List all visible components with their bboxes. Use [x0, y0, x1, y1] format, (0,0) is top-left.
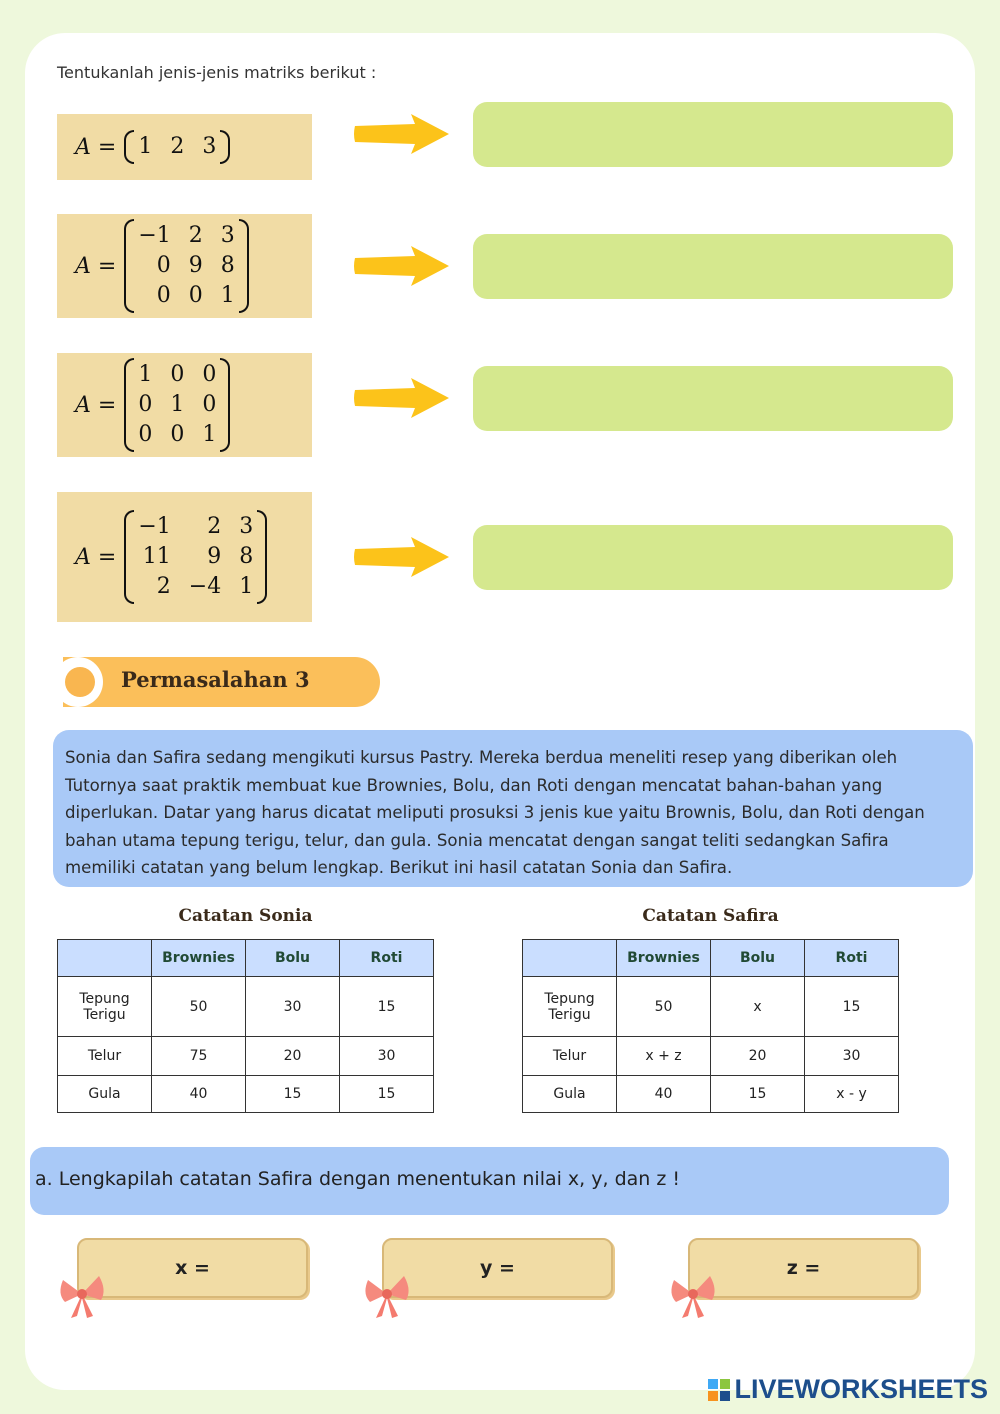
table-cell: 20: [246, 1037, 340, 1076]
answer-box-2[interactable]: [473, 234, 953, 299]
matrix-entry: 9: [207, 544, 222, 569]
table-cell: 30: [246, 977, 340, 1037]
column-header: Bolu: [711, 940, 805, 977]
ribbon-bow-icon: [668, 1272, 718, 1322]
matrix-entry: 1: [239, 574, 254, 599]
matrix-entry: −1: [138, 223, 171, 248]
table-cell: 50: [152, 977, 246, 1037]
matrix-entry: 3: [220, 223, 235, 248]
matrix-entry: 9: [188, 253, 203, 278]
liveworksheets-logo: [708, 1374, 988, 1405]
section-title: Permasalahan 3: [121, 667, 310, 692]
matrix-entry: 3: [239, 514, 254, 539]
table-cell: Gula: [523, 1076, 617, 1113]
matrix-entry: 0: [170, 362, 185, 387]
table-sonia: [57, 939, 434, 1113]
column-header: Brownies: [152, 940, 246, 977]
matrix-entry: 1: [170, 392, 185, 417]
matrix-entry: 2: [188, 223, 203, 248]
matrix-label: A =: [75, 253, 117, 279]
answer-z-field[interactable]: z =: [688, 1238, 919, 1298]
table-cell: 40: [617, 1076, 711, 1113]
logo-text: LIVEWORKSHEETS: [734, 1374, 988, 1404]
matrix-label: A =: [75, 392, 117, 418]
matrix-entry: 2: [207, 514, 222, 539]
answer-x-field[interactable]: x =: [77, 1238, 308, 1298]
left-paren: [124, 510, 134, 604]
matrix-entry: 3: [202, 134, 217, 159]
matrix-entry: 0: [138, 422, 153, 447]
problem-story: Sonia dan Safira sedang mengikuti kursus Pastry. Mereka berdua meneliti resep yang diberikan oleh Tutornya saat praktik membuat kue Brownies, Bolu, dan Roti dengan mencatat bahan-bahan yang diperlukan. Datar yang harus dicatat meliputi prosuksi 3 jenis kue yaitu Brownis, Bolu, dan Roti dengan bahan utama tepung terigu, telur, dan gula. Sonia mencatat dengan sangat teliti sedangkan Safira memiliki catatan yang belum lengkap. Berikut ini hasil catatan Sonia dan Safira.: [53, 730, 973, 887]
matrix-entry: 0: [170, 422, 185, 447]
matrix-entry: −4: [188, 574, 222, 599]
matrix-label: A =: [75, 544, 117, 570]
arrow-right-icon: [353, 376, 450, 420]
table-cell: Tepung Terigu: [523, 977, 617, 1037]
matrix-entry: 0: [156, 253, 171, 278]
matrix-3: [57, 353, 312, 457]
column-header: [58, 940, 152, 977]
left-paren: [124, 358, 134, 452]
table-cell: 15: [246, 1076, 340, 1113]
arrow-right-icon: [353, 535, 450, 579]
table-cell: Telur: [58, 1037, 152, 1076]
answer-box-4[interactable]: [473, 525, 953, 590]
left-paren: [124, 130, 134, 164]
answer-y-field[interactable]: y =: [382, 1238, 613, 1298]
table-cell: Telur: [523, 1037, 617, 1076]
instruction-text: Tentukanlah jenis-jenis matriks berikut :: [57, 63, 377, 82]
table-cell: 30: [340, 1037, 434, 1076]
column-header: Bolu: [246, 940, 340, 977]
matrix-entry: 0: [202, 362, 217, 387]
table-row: [58, 977, 434, 1037]
matrix-entry: 0: [156, 283, 171, 308]
table-row: [523, 977, 899, 1037]
left-paren: [124, 219, 134, 313]
table-title-sonia: Catatan Sonia: [178, 906, 313, 926]
column-header: [523, 940, 617, 977]
table-cell: Gula: [58, 1076, 152, 1113]
matrix-entry: 0: [138, 392, 153, 417]
table-title-safira: Catatan Safira: [642, 906, 779, 926]
table-cell: x + z: [617, 1037, 711, 1076]
table-cell: 15: [805, 977, 899, 1037]
right-paren: [257, 510, 267, 604]
question-text: a. Lengkapilah catatan Safira dengan menentukan nilai x, y, dan z !: [30, 1147, 949, 1215]
matrix-entry: 11: [142, 544, 171, 569]
table-row: [58, 1037, 434, 1076]
table-cell: 50: [617, 977, 711, 1037]
matrix-label: A =: [75, 134, 117, 160]
right-paren: [239, 219, 249, 313]
ribbon-bow-icon: [362, 1272, 412, 1322]
table-cell: Tepung Terigu: [58, 977, 152, 1037]
table-cell: 20: [711, 1037, 805, 1076]
bullet-dot: [65, 667, 95, 697]
table-cell: x: [711, 977, 805, 1037]
right-paren: [220, 358, 230, 452]
arrow-right-icon: [353, 244, 450, 288]
table-cell: 15: [340, 1076, 434, 1113]
matrix-1: [57, 114, 312, 180]
column-header: Brownies: [617, 940, 711, 977]
table-row: [523, 1037, 899, 1076]
section-header: [63, 657, 380, 707]
matrix-entry: 1: [138, 134, 153, 159]
matrix-entry: 0: [188, 283, 203, 308]
table-safira: [522, 939, 899, 1113]
table-cell: 75: [152, 1037, 246, 1076]
matrix-entry: 0: [202, 392, 217, 417]
column-header: Roti: [805, 940, 899, 977]
logo-icon: [708, 1379, 730, 1401]
matrix-2: [57, 214, 312, 318]
matrix-entry: 8: [239, 544, 254, 569]
right-paren: [220, 130, 230, 164]
matrix-entry: 2: [170, 134, 185, 159]
matrix-entry: 1: [220, 283, 235, 308]
table-cell: x - y: [805, 1076, 899, 1113]
matrix-entry: 1: [202, 422, 217, 447]
table-cell: 40: [152, 1076, 246, 1113]
column-header: Roti: [340, 940, 434, 977]
table-cell: 30: [805, 1037, 899, 1076]
answer-box-1[interactable]: [473, 102, 953, 167]
table-cell: 15: [340, 977, 434, 1037]
table-row: [58, 1076, 434, 1113]
matrix-entry: 8: [220, 253, 235, 278]
arrow-right-icon: [353, 112, 450, 156]
table-cell: 15: [711, 1076, 805, 1113]
matrix-4: [57, 492, 312, 622]
ribbon-bow-icon: [57, 1272, 107, 1322]
matrix-entry: 2: [156, 574, 171, 599]
table-row: [523, 1076, 899, 1113]
answer-box-3[interactable]: [473, 366, 953, 431]
matrix-entry: 1: [138, 362, 153, 387]
matrix-entry: −1: [138, 514, 171, 539]
